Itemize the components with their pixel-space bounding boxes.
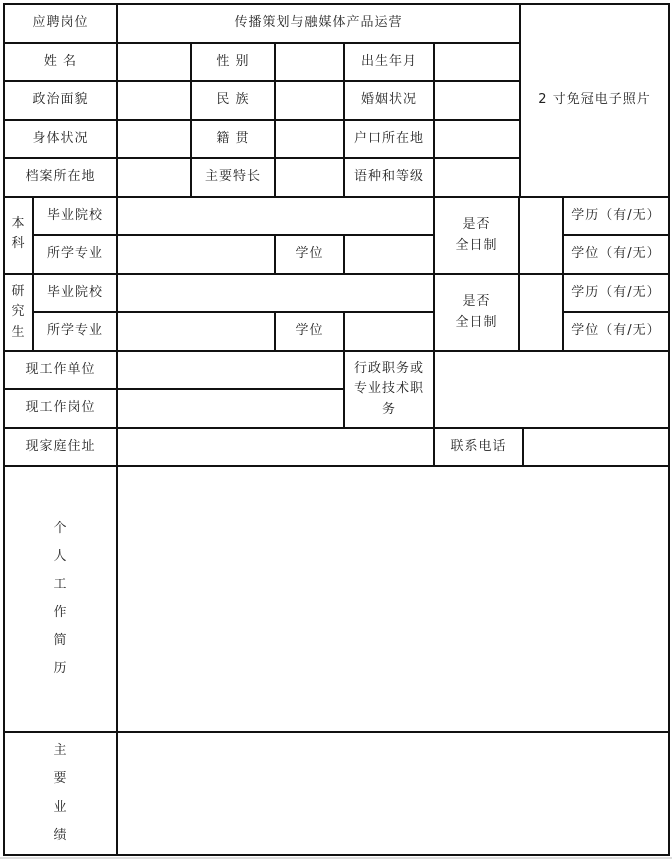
native-place-label: 籍 贯: [216, 130, 250, 146]
resume-label: 个 人 工 作 简 历: [53, 520, 68, 677]
graduate-school-field[interactable]: [118, 275, 433, 311]
undergrad-major-field[interactable]: [118, 236, 274, 273]
undergrad-deg-label[interactable]: 学位（有/无）: [571, 246, 661, 262]
language-field[interactable]: [435, 159, 519, 196]
grid-line: [668, 3, 670, 856]
work-post-field[interactable]: [118, 390, 343, 427]
photo-placeholder[interactable]: 2 寸免冠电子照片: [538, 92, 651, 108]
native-place-field[interactable]: [276, 121, 343, 157]
undergrad-fulltime-field[interactable]: [520, 198, 562, 273]
language-label: 语种和等级: [353, 169, 424, 185]
ethnicity-label: 民 族: [216, 92, 250, 108]
graduate-edu-label[interactable]: 学历（有/无）: [571, 285, 661, 300]
undergrad-degree-label: 学位: [295, 246, 324, 262]
graduate-degree-label: 学位: [295, 323, 324, 339]
gender-field[interactable]: [276, 44, 343, 80]
name-label: 姓 名: [43, 53, 78, 69]
phone-label: 联系电话: [450, 438, 507, 454]
title-label: 行政职务或 专业技术职 务: [353, 361, 424, 417]
graduate-school-label: 毕业院校: [46, 284, 103, 300]
title-field[interactable]: [435, 352, 668, 427]
graduate-deg-label[interactable]: 学位（有/无）: [571, 323, 661, 339]
work-post-label: 现工作岗位: [25, 400, 96, 416]
birth-label: 出生年月: [360, 53, 417, 69]
undergrad-school-field[interactable]: [118, 198, 433, 234]
undergrad-degree-field[interactable]: [345, 236, 433, 273]
archive-field[interactable]: [118, 159, 190, 196]
political-field[interactable]: [118, 82, 190, 119]
health-label: 身体状况: [32, 130, 89, 146]
marital-label: 婚姻状况: [360, 92, 417, 108]
graduate-major-field[interactable]: [118, 313, 274, 350]
undergrad-group-label: 本 科: [11, 216, 26, 252]
work-unit-label: 现工作单位: [25, 361, 96, 377]
work-unit-field[interactable]: [118, 352, 343, 388]
graduate-group-label: 研 究 生: [11, 284, 26, 340]
grid-line: [3, 854, 670, 856]
graduate-degree-field[interactable]: [345, 313, 433, 350]
undergrad-major-label: 所学专业: [46, 246, 103, 262]
achievements-label: 主 要 业 绩: [53, 743, 68, 843]
undergrad-fulltime-label: 是否 全日制: [455, 217, 498, 253]
phone-field[interactable]: [524, 429, 668, 465]
hukou-label: 户口所在地: [353, 130, 424, 146]
address-label: 现家庭住址: [25, 438, 96, 454]
specialty-field[interactable]: [276, 159, 343, 196]
achievements-field[interactable]: [118, 733, 668, 854]
address-field[interactable]: [118, 429, 433, 465]
gender-label: 性 别: [216, 53, 250, 69]
name-field[interactable]: [118, 44, 190, 80]
birth-field[interactable]: [435, 44, 519, 80]
archive-label: 档案所在地: [25, 169, 96, 185]
graduate-major-label: 所学专业: [46, 323, 103, 339]
resume-field[interactable]: [118, 467, 668, 731]
specialty-label: 主要特长: [204, 169, 261, 185]
undergrad-school-label: 毕业院校: [46, 207, 103, 223]
position-label: 应聘岗位: [32, 15, 89, 31]
ethnicity-field[interactable]: [276, 82, 343, 119]
marital-field[interactable]: [435, 82, 519, 119]
graduate-fulltime-label: 是否 全日制: [455, 294, 498, 330]
graduate-fulltime-field[interactable]: [520, 275, 562, 350]
political-label: 政治面貌: [32, 92, 89, 108]
health-field[interactable]: [118, 121, 190, 157]
undergrad-edu-label[interactable]: 学历（有/无）: [571, 208, 661, 223]
position-value[interactable]: 传播策划与融媒体产品运营: [234, 15, 403, 31]
hukou-field[interactable]: [435, 121, 519, 157]
